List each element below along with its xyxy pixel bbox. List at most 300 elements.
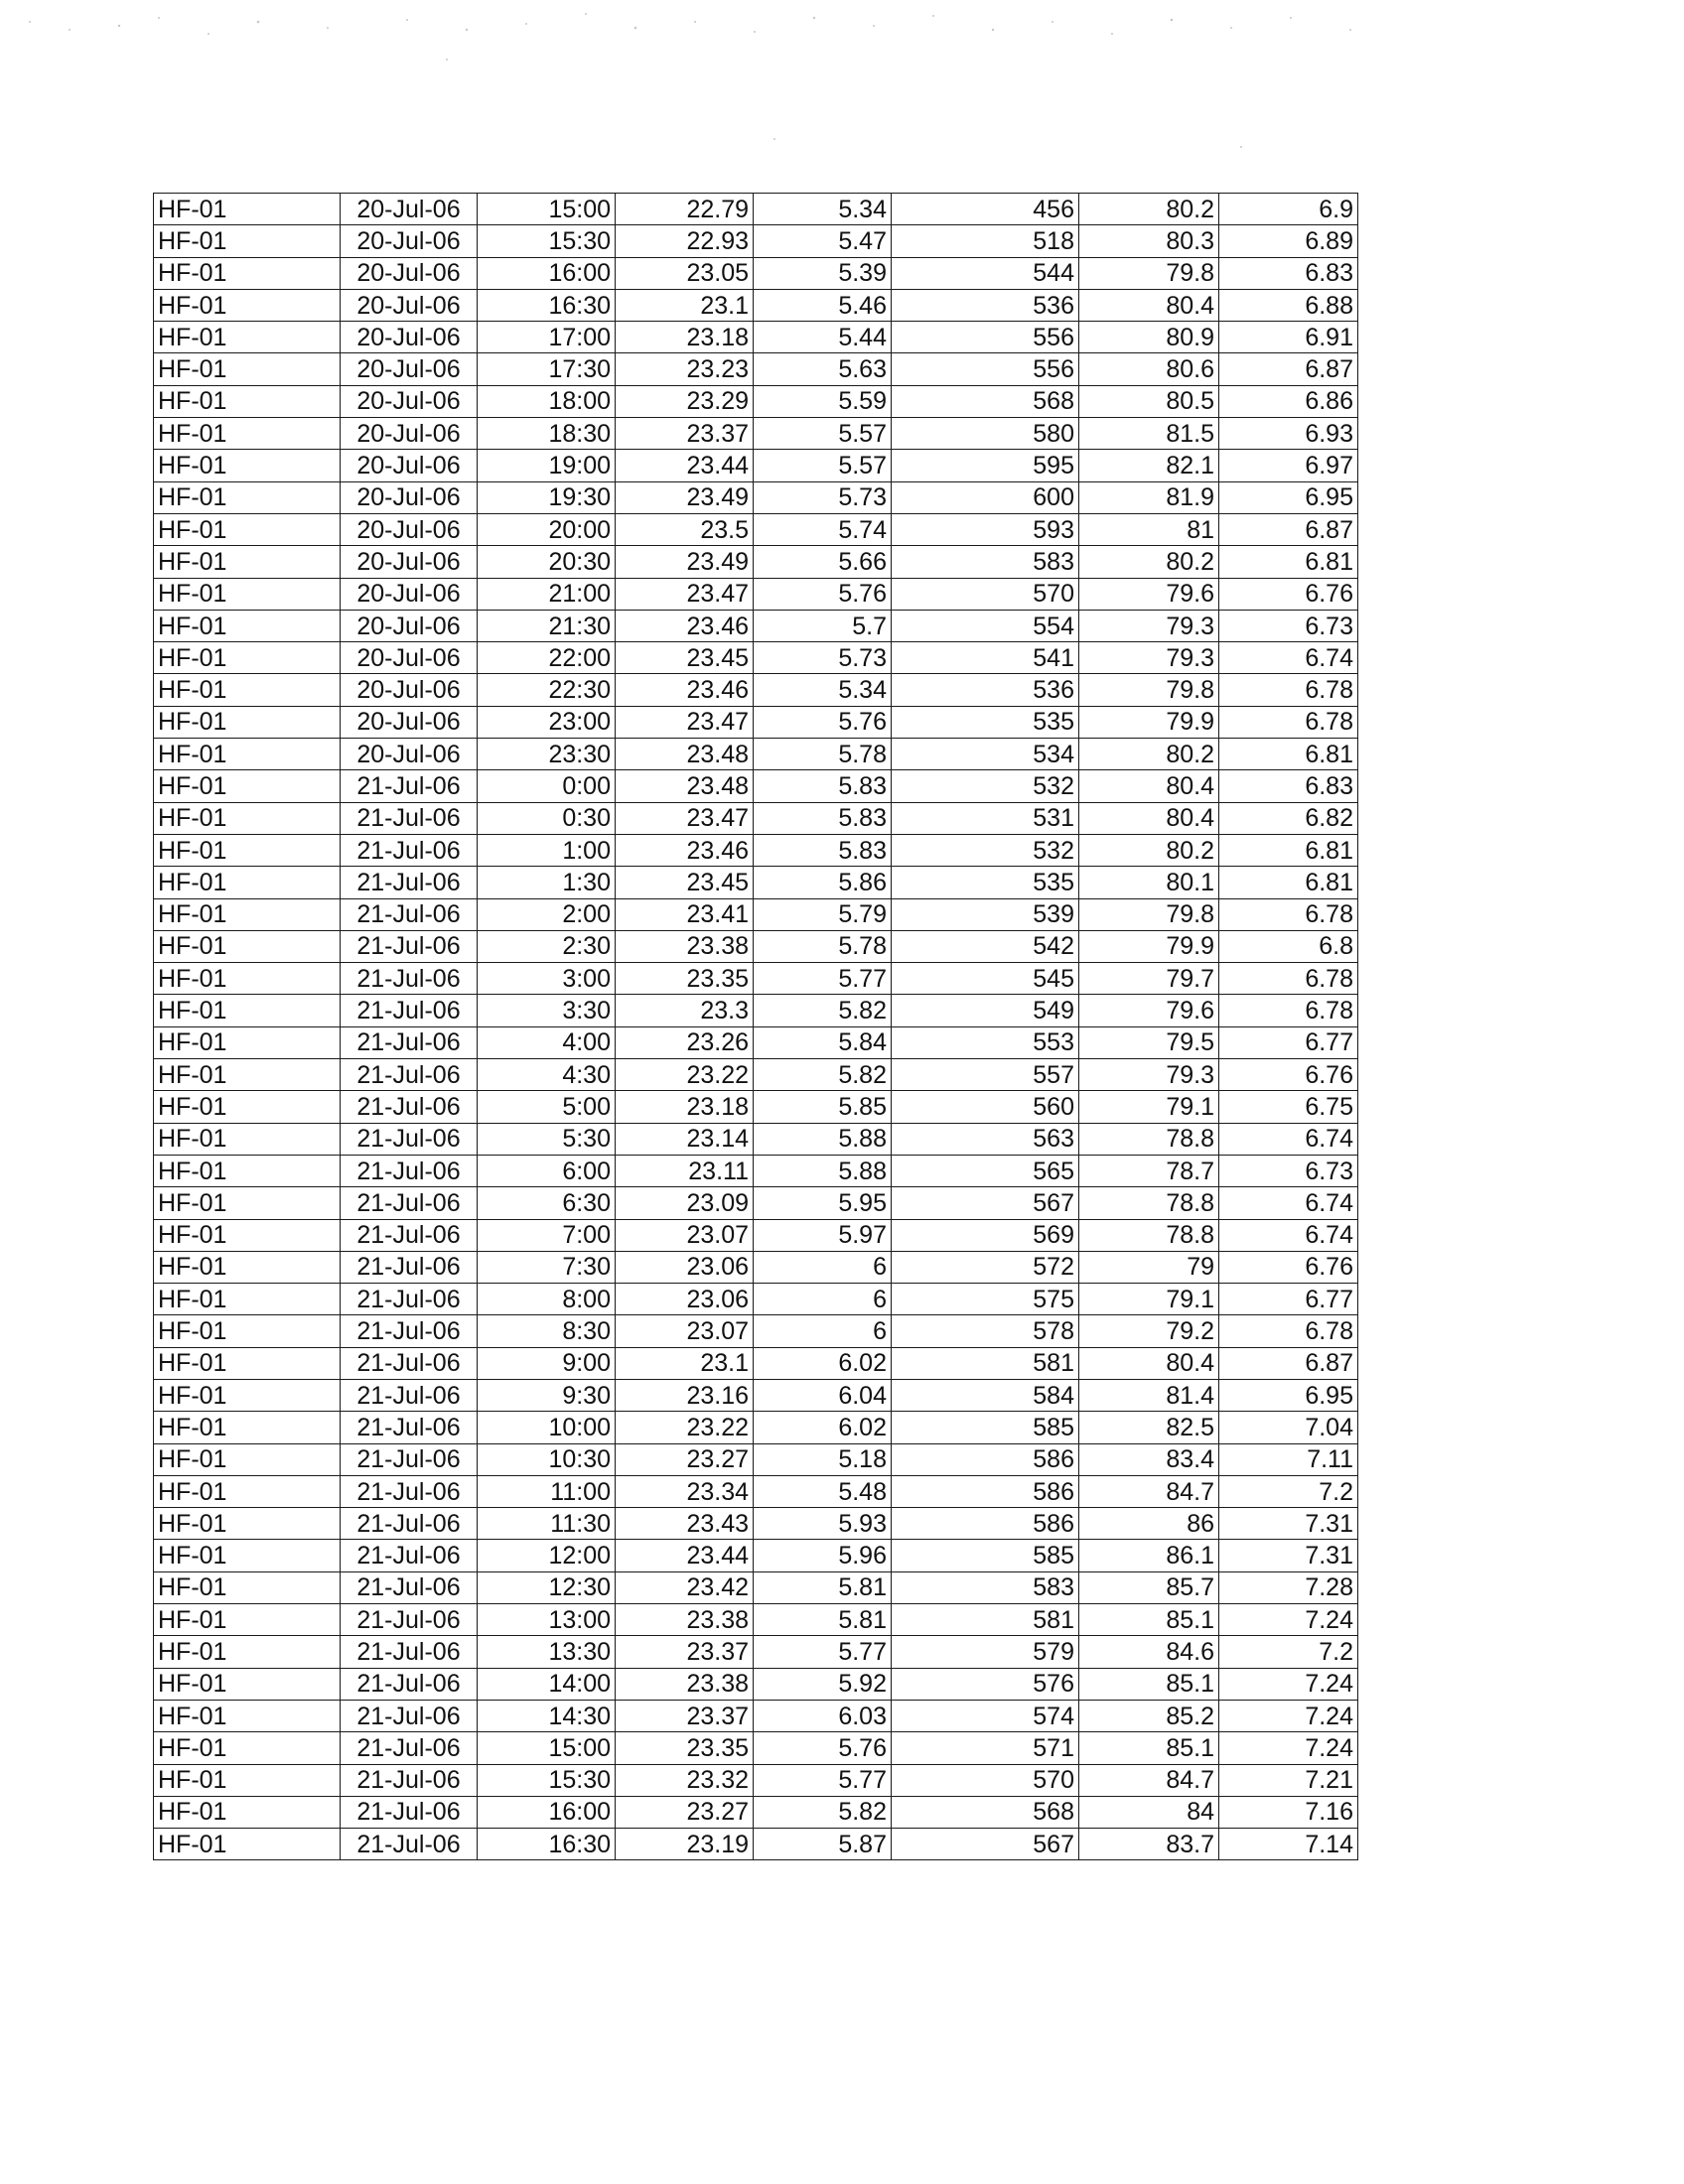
- station-id-cell: HF-01: [154, 289, 341, 321]
- value1-cell: 23.46: [616, 834, 754, 866]
- date-cell: 21-Jul-06: [341, 1604, 478, 1636]
- time-cell: 15:30: [478, 225, 616, 257]
- value5-cell: 7.2: [1219, 1636, 1358, 1668]
- table-row: [154, 194, 1358, 225]
- value2-cell: 5.76: [754, 706, 892, 738]
- value3-cell: 593: [892, 513, 1079, 545]
- time-cell: 2:30: [478, 930, 616, 962]
- value1-cell: 23.49: [616, 546, 754, 578]
- date-cell: 21-Jul-06: [341, 1251, 478, 1283]
- value5-cell: 7.28: [1219, 1571, 1358, 1603]
- value4-cell: 80.2: [1079, 546, 1219, 578]
- value4-cell: 84: [1079, 1796, 1219, 1828]
- value2-cell: 5.57: [754, 450, 892, 481]
- value1-cell: 23.34: [616, 1475, 754, 1507]
- date-cell: 21-Jul-06: [341, 1829, 478, 1860]
- value1-cell: 23.47: [616, 578, 754, 610]
- value1-cell: 23.45: [616, 642, 754, 674]
- station-id-cell: HF-01: [154, 930, 341, 962]
- value1-cell: 23.37: [616, 418, 754, 450]
- station-id-cell: HF-01: [154, 353, 341, 385]
- value4-cell: 78.8: [1079, 1123, 1219, 1155]
- table-row: [154, 1187, 1358, 1219]
- time-cell: 16:00: [478, 1796, 616, 1828]
- time-cell: 17:30: [478, 353, 616, 385]
- value3-cell: 565: [892, 1155, 1079, 1186]
- value5-cell: 6.74: [1219, 1219, 1358, 1251]
- value5-cell: 6.73: [1219, 1155, 1358, 1186]
- date-cell: 20-Jul-06: [341, 450, 478, 481]
- value1-cell: 23.05: [616, 257, 754, 289]
- value1-cell: 23.07: [616, 1219, 754, 1251]
- value5-cell: 6.78: [1219, 1315, 1358, 1347]
- value3-cell: 556: [892, 353, 1079, 385]
- value3-cell: 585: [892, 1412, 1079, 1443]
- value4-cell: 80.6: [1079, 353, 1219, 385]
- value2-cell: 5.92: [754, 1668, 892, 1700]
- station-id-cell: HF-01: [154, 1155, 341, 1186]
- station-id-cell: HF-01: [154, 963, 341, 995]
- value3-cell: 571: [892, 1732, 1079, 1764]
- value1-cell: 23.14: [616, 1123, 754, 1155]
- value4-cell: 80.2: [1079, 194, 1219, 225]
- date-cell: 21-Jul-06: [341, 1379, 478, 1411]
- date-cell: 21-Jul-06: [341, 770, 478, 802]
- value4-cell: 85.1: [1079, 1732, 1219, 1764]
- time-cell: 10:30: [478, 1443, 616, 1475]
- value5-cell: 6.78: [1219, 706, 1358, 738]
- value1-cell: 23.37: [616, 1636, 754, 1668]
- table-row: [154, 546, 1358, 578]
- value5-cell: 6.76: [1219, 578, 1358, 610]
- table-row: [154, 225, 1358, 257]
- value3-cell: 568: [892, 1796, 1079, 1828]
- value4-cell: 80.2: [1079, 834, 1219, 866]
- value4-cell: 79.1: [1079, 1284, 1219, 1315]
- value1-cell: 23.37: [616, 1700, 754, 1731]
- measurement-table-body: [154, 194, 1358, 1860]
- station-id-cell: HF-01: [154, 1026, 341, 1058]
- value4-cell: 83.7: [1079, 1829, 1219, 1860]
- date-cell: 21-Jul-06: [341, 1732, 478, 1764]
- value5-cell: 6.93: [1219, 418, 1358, 450]
- time-cell: 4:00: [478, 1026, 616, 1058]
- table-row: [154, 1540, 1358, 1571]
- value3-cell: 572: [892, 1251, 1079, 1283]
- station-id-cell: HF-01: [154, 322, 341, 353]
- value5-cell: 6.87: [1219, 353, 1358, 385]
- value1-cell: 23.47: [616, 802, 754, 834]
- value4-cell: 79: [1079, 1251, 1219, 1283]
- value1-cell: 22.79: [616, 194, 754, 225]
- value2-cell: 5.76: [754, 1732, 892, 1764]
- value2-cell: 5.82: [754, 1059, 892, 1091]
- value2-cell: 5.18: [754, 1443, 892, 1475]
- value4-cell: 82.5: [1079, 1412, 1219, 1443]
- value3-cell: 456: [892, 194, 1079, 225]
- station-id-cell: HF-01: [154, 1475, 341, 1507]
- date-cell: 21-Jul-06: [341, 1796, 478, 1828]
- value5-cell: 7.04: [1219, 1412, 1358, 1443]
- station-id-cell: HF-01: [154, 1540, 341, 1571]
- value5-cell: 6.88: [1219, 289, 1358, 321]
- time-cell: 1:30: [478, 867, 616, 898]
- date-cell: 21-Jul-06: [341, 834, 478, 866]
- table-row: [154, 674, 1358, 706]
- date-cell: 21-Jul-06: [341, 1155, 478, 1186]
- date-cell: 21-Jul-06: [341, 1443, 478, 1475]
- station-id-cell: HF-01: [154, 1251, 341, 1283]
- value1-cell: 23.43: [616, 1508, 754, 1540]
- date-cell: 20-Jul-06: [341, 418, 478, 450]
- value5-cell: 7.2: [1219, 1475, 1358, 1507]
- value3-cell: 549: [892, 995, 1079, 1026]
- time-cell: 3:00: [478, 963, 616, 995]
- value5-cell: 7.31: [1219, 1508, 1358, 1540]
- value3-cell: 518: [892, 225, 1079, 257]
- station-id-cell: HF-01: [154, 418, 341, 450]
- station-id-cell: HF-01: [154, 770, 341, 802]
- value5-cell: 7.24: [1219, 1604, 1358, 1636]
- time-cell: 7:30: [478, 1251, 616, 1283]
- station-id-cell: HF-01: [154, 1508, 341, 1540]
- value5-cell: 6.78: [1219, 674, 1358, 706]
- value1-cell: 23.46: [616, 674, 754, 706]
- value1-cell: 23.38: [616, 1604, 754, 1636]
- value5-cell: 7.24: [1219, 1668, 1358, 1700]
- date-cell: 21-Jul-06: [341, 1508, 478, 1540]
- value3-cell: 584: [892, 1379, 1079, 1411]
- value2-cell: 5.66: [754, 546, 892, 578]
- value3-cell: 568: [892, 385, 1079, 417]
- value4-cell: 83.4: [1079, 1443, 1219, 1475]
- date-cell: 21-Jul-06: [341, 1571, 478, 1603]
- station-id-cell: HF-01: [154, 1829, 341, 1860]
- table-row: [154, 1796, 1358, 1828]
- value2-cell: 5.81: [754, 1604, 892, 1636]
- table-row: [154, 353, 1358, 385]
- time-cell: 15:00: [478, 194, 616, 225]
- value1-cell: 23.44: [616, 450, 754, 481]
- value1-cell: 23.44: [616, 1540, 754, 1571]
- station-id-cell: HF-01: [154, 1315, 341, 1347]
- time-cell: 3:30: [478, 995, 616, 1026]
- value1-cell: 23.22: [616, 1412, 754, 1443]
- value3-cell: 535: [892, 706, 1079, 738]
- station-id-cell: HF-01: [154, 450, 341, 481]
- station-id-cell: HF-01: [154, 802, 341, 834]
- time-cell: 22:30: [478, 674, 616, 706]
- table-row: [154, 1636, 1358, 1668]
- date-cell: 20-Jul-06: [341, 194, 478, 225]
- table-row: [154, 1571, 1358, 1603]
- time-cell: 5:30: [478, 1123, 616, 1155]
- time-cell: 13:00: [478, 1604, 616, 1636]
- date-cell: 20-Jul-06: [341, 739, 478, 770]
- station-id-cell: HF-01: [154, 1379, 341, 1411]
- value3-cell: 536: [892, 674, 1079, 706]
- value4-cell: 85.1: [1079, 1604, 1219, 1636]
- value2-cell: 5.81: [754, 1571, 892, 1603]
- value3-cell: 557: [892, 1059, 1079, 1091]
- time-cell: 11:00: [478, 1475, 616, 1507]
- date-cell: 20-Jul-06: [341, 322, 478, 353]
- value4-cell: 81: [1079, 513, 1219, 545]
- table-row: [154, 513, 1358, 545]
- value4-cell: 79.9: [1079, 706, 1219, 738]
- value1-cell: 23.27: [616, 1796, 754, 1828]
- value2-cell: 5.87: [754, 1829, 892, 1860]
- date-cell: 20-Jul-06: [341, 578, 478, 610]
- table-row: [154, 578, 1358, 610]
- value3-cell: 581: [892, 1604, 1079, 1636]
- station-id-cell: HF-01: [154, 739, 341, 770]
- value1-cell: 23.48: [616, 739, 754, 770]
- value2-cell: 5.83: [754, 834, 892, 866]
- value3-cell: 532: [892, 834, 1079, 866]
- time-cell: 9:30: [478, 1379, 616, 1411]
- value2-cell: 6: [754, 1251, 892, 1283]
- value2-cell: 5.78: [754, 739, 892, 770]
- value4-cell: 84.7: [1079, 1764, 1219, 1796]
- value4-cell: 78.7: [1079, 1155, 1219, 1186]
- time-cell: 12:30: [478, 1571, 616, 1603]
- value2-cell: 5.83: [754, 770, 892, 802]
- table-row: [154, 1604, 1358, 1636]
- table-row: [154, 770, 1358, 802]
- value5-cell: 6.83: [1219, 257, 1358, 289]
- date-cell: 21-Jul-06: [341, 1219, 478, 1251]
- table-row: [154, 1123, 1358, 1155]
- time-cell: 12:00: [478, 1540, 616, 1571]
- date-cell: 21-Jul-06: [341, 1412, 478, 1443]
- value1-cell: 23.38: [616, 1668, 754, 1700]
- time-cell: 18:30: [478, 418, 616, 450]
- value4-cell: 79.3: [1079, 642, 1219, 674]
- date-cell: 20-Jul-06: [341, 610, 478, 641]
- table-row: [154, 995, 1358, 1026]
- value4-cell: 79.5: [1079, 1026, 1219, 1058]
- time-cell: 22:00: [478, 642, 616, 674]
- table-row: [154, 867, 1358, 898]
- value1-cell: 23.26: [616, 1026, 754, 1058]
- value5-cell: 6.76: [1219, 1059, 1358, 1091]
- value2-cell: 5.84: [754, 1026, 892, 1058]
- table-row: [154, 1284, 1358, 1315]
- time-cell: 15:00: [478, 1732, 616, 1764]
- value4-cell: 79.8: [1079, 898, 1219, 930]
- table-row: [154, 1829, 1358, 1860]
- value3-cell: 554: [892, 610, 1079, 641]
- value4-cell: 85.1: [1079, 1668, 1219, 1700]
- value3-cell: 580: [892, 418, 1079, 450]
- date-cell: 20-Jul-06: [341, 706, 478, 738]
- table-row: [154, 1412, 1358, 1443]
- station-id-cell: HF-01: [154, 1187, 341, 1219]
- value2-cell: 5.73: [754, 642, 892, 674]
- value2-cell: 5.97: [754, 1219, 892, 1251]
- value3-cell: 539: [892, 898, 1079, 930]
- value4-cell: 80.4: [1079, 802, 1219, 834]
- time-cell: 21:30: [478, 610, 616, 641]
- value4-cell: 80.5: [1079, 385, 1219, 417]
- value3-cell: 560: [892, 1091, 1079, 1123]
- value5-cell: 6.73: [1219, 610, 1358, 641]
- value3-cell: 579: [892, 1636, 1079, 1668]
- value1-cell: 23.35: [616, 1732, 754, 1764]
- value3-cell: 534: [892, 739, 1079, 770]
- value3-cell: 535: [892, 867, 1079, 898]
- value3-cell: 586: [892, 1508, 1079, 1540]
- time-cell: 9:00: [478, 1347, 616, 1379]
- station-id-cell: HF-01: [154, 610, 341, 641]
- value3-cell: 536: [892, 289, 1079, 321]
- value1-cell: 23.18: [616, 322, 754, 353]
- value5-cell: 6.81: [1219, 739, 1358, 770]
- value3-cell: 595: [892, 450, 1079, 481]
- time-cell: 13:30: [478, 1636, 616, 1668]
- value4-cell: 80.4: [1079, 289, 1219, 321]
- value1-cell: 23.07: [616, 1315, 754, 1347]
- value2-cell: 5.88: [754, 1123, 892, 1155]
- station-id-cell: HF-01: [154, 1571, 341, 1603]
- table-row: [154, 1026, 1358, 1058]
- date-cell: 21-Jul-06: [341, 1026, 478, 1058]
- time-cell: 2:00: [478, 898, 616, 930]
- value1-cell: 23.46: [616, 610, 754, 641]
- value3-cell: 541: [892, 642, 1079, 674]
- date-cell: 20-Jul-06: [341, 513, 478, 545]
- value3-cell: 567: [892, 1829, 1079, 1860]
- value5-cell: 6.8: [1219, 930, 1358, 962]
- value1-cell: 23.1: [616, 1347, 754, 1379]
- value4-cell: 79.3: [1079, 1059, 1219, 1091]
- station-id-cell: HF-01: [154, 1219, 341, 1251]
- value5-cell: 6.91: [1219, 322, 1358, 353]
- value2-cell: 5.76: [754, 578, 892, 610]
- time-cell: 14:00: [478, 1668, 616, 1700]
- date-cell: 21-Jul-06: [341, 1187, 478, 1219]
- date-cell: 20-Jul-06: [341, 642, 478, 674]
- value4-cell: 86.1: [1079, 1540, 1219, 1571]
- value4-cell: 79.9: [1079, 930, 1219, 962]
- date-cell: 20-Jul-06: [341, 289, 478, 321]
- value5-cell: 6.87: [1219, 513, 1358, 545]
- value5-cell: 6.74: [1219, 1187, 1358, 1219]
- table-row: [154, 1059, 1358, 1091]
- table-row: [154, 1091, 1358, 1123]
- value4-cell: 84.6: [1079, 1636, 1219, 1668]
- date-cell: 20-Jul-06: [341, 353, 478, 385]
- station-id-cell: HF-01: [154, 1796, 341, 1828]
- value3-cell: 567: [892, 1187, 1079, 1219]
- value1-cell: 23.27: [616, 1443, 754, 1475]
- value4-cell: 80.4: [1079, 770, 1219, 802]
- value5-cell: 6.74: [1219, 1123, 1358, 1155]
- date-cell: 21-Jul-06: [341, 802, 478, 834]
- value1-cell: 23.32: [616, 1764, 754, 1796]
- value5-cell: 6.77: [1219, 1026, 1358, 1058]
- table-row: [154, 1379, 1358, 1411]
- table-row: [154, 610, 1358, 641]
- value1-cell: 23.16: [616, 1379, 754, 1411]
- value2-cell: 6.02: [754, 1347, 892, 1379]
- table-row: [154, 706, 1358, 738]
- value3-cell: 586: [892, 1443, 1079, 1475]
- value5-cell: 6.81: [1219, 834, 1358, 866]
- value2-cell: 5.96: [754, 1540, 892, 1571]
- value3-cell: 531: [892, 802, 1079, 834]
- date-cell: 21-Jul-06: [341, 1315, 478, 1347]
- table-row: [154, 1508, 1358, 1540]
- value5-cell: 7.16: [1219, 1796, 1358, 1828]
- value2-cell: 5.82: [754, 1796, 892, 1828]
- station-id-cell: HF-01: [154, 1091, 341, 1123]
- station-id-cell: HF-01: [154, 1059, 341, 1091]
- table-row: [154, 289, 1358, 321]
- value3-cell: 574: [892, 1700, 1079, 1731]
- value4-cell: 81.9: [1079, 481, 1219, 513]
- date-cell: 21-Jul-06: [341, 1347, 478, 1379]
- value1-cell: 23.49: [616, 481, 754, 513]
- table-row: [154, 385, 1358, 417]
- station-id-cell: HF-01: [154, 995, 341, 1026]
- time-cell: 16:00: [478, 257, 616, 289]
- station-id-cell: HF-01: [154, 1347, 341, 1379]
- value4-cell: 79.7: [1079, 963, 1219, 995]
- value2-cell: 6: [754, 1284, 892, 1315]
- value3-cell: 556: [892, 322, 1079, 353]
- value4-cell: 81.4: [1079, 1379, 1219, 1411]
- value4-cell: 80.1: [1079, 867, 1219, 898]
- station-id-cell: HF-01: [154, 1443, 341, 1475]
- station-id-cell: HF-01: [154, 1700, 341, 1731]
- date-cell: 20-Jul-06: [341, 257, 478, 289]
- value3-cell: 583: [892, 546, 1079, 578]
- value3-cell: 569: [892, 1219, 1079, 1251]
- value4-cell: 80.4: [1079, 1347, 1219, 1379]
- date-cell: 21-Jul-06: [341, 1700, 478, 1731]
- value2-cell: 5.34: [754, 194, 892, 225]
- time-cell: 5:00: [478, 1091, 616, 1123]
- table-row: [154, 930, 1358, 962]
- date-cell: 21-Jul-06: [341, 1059, 478, 1091]
- value5-cell: 6.81: [1219, 867, 1358, 898]
- value5-cell: 6.76: [1219, 1251, 1358, 1283]
- value5-cell: 6.82: [1219, 802, 1358, 834]
- value5-cell: 6.83: [1219, 770, 1358, 802]
- table-row: [154, 1475, 1358, 1507]
- value3-cell: 544: [892, 257, 1079, 289]
- value3-cell: 545: [892, 963, 1079, 995]
- value5-cell: 6.87: [1219, 1347, 1358, 1379]
- value3-cell: 585: [892, 1540, 1079, 1571]
- value1-cell: 23.38: [616, 930, 754, 962]
- value2-cell: 5.77: [754, 1636, 892, 1668]
- value1-cell: 23.5: [616, 513, 754, 545]
- value2-cell: 6.02: [754, 1412, 892, 1443]
- station-id-cell: HF-01: [154, 1284, 341, 1315]
- value3-cell: 586: [892, 1475, 1079, 1507]
- date-cell: 21-Jul-06: [341, 867, 478, 898]
- date-cell: 21-Jul-06: [341, 1540, 478, 1571]
- date-cell: 21-Jul-06: [341, 930, 478, 962]
- value4-cell: 85.7: [1079, 1571, 1219, 1603]
- value3-cell: 583: [892, 1571, 1079, 1603]
- value4-cell: 85.2: [1079, 1700, 1219, 1731]
- station-id-cell: HF-01: [154, 225, 341, 257]
- value4-cell: 79.3: [1079, 610, 1219, 641]
